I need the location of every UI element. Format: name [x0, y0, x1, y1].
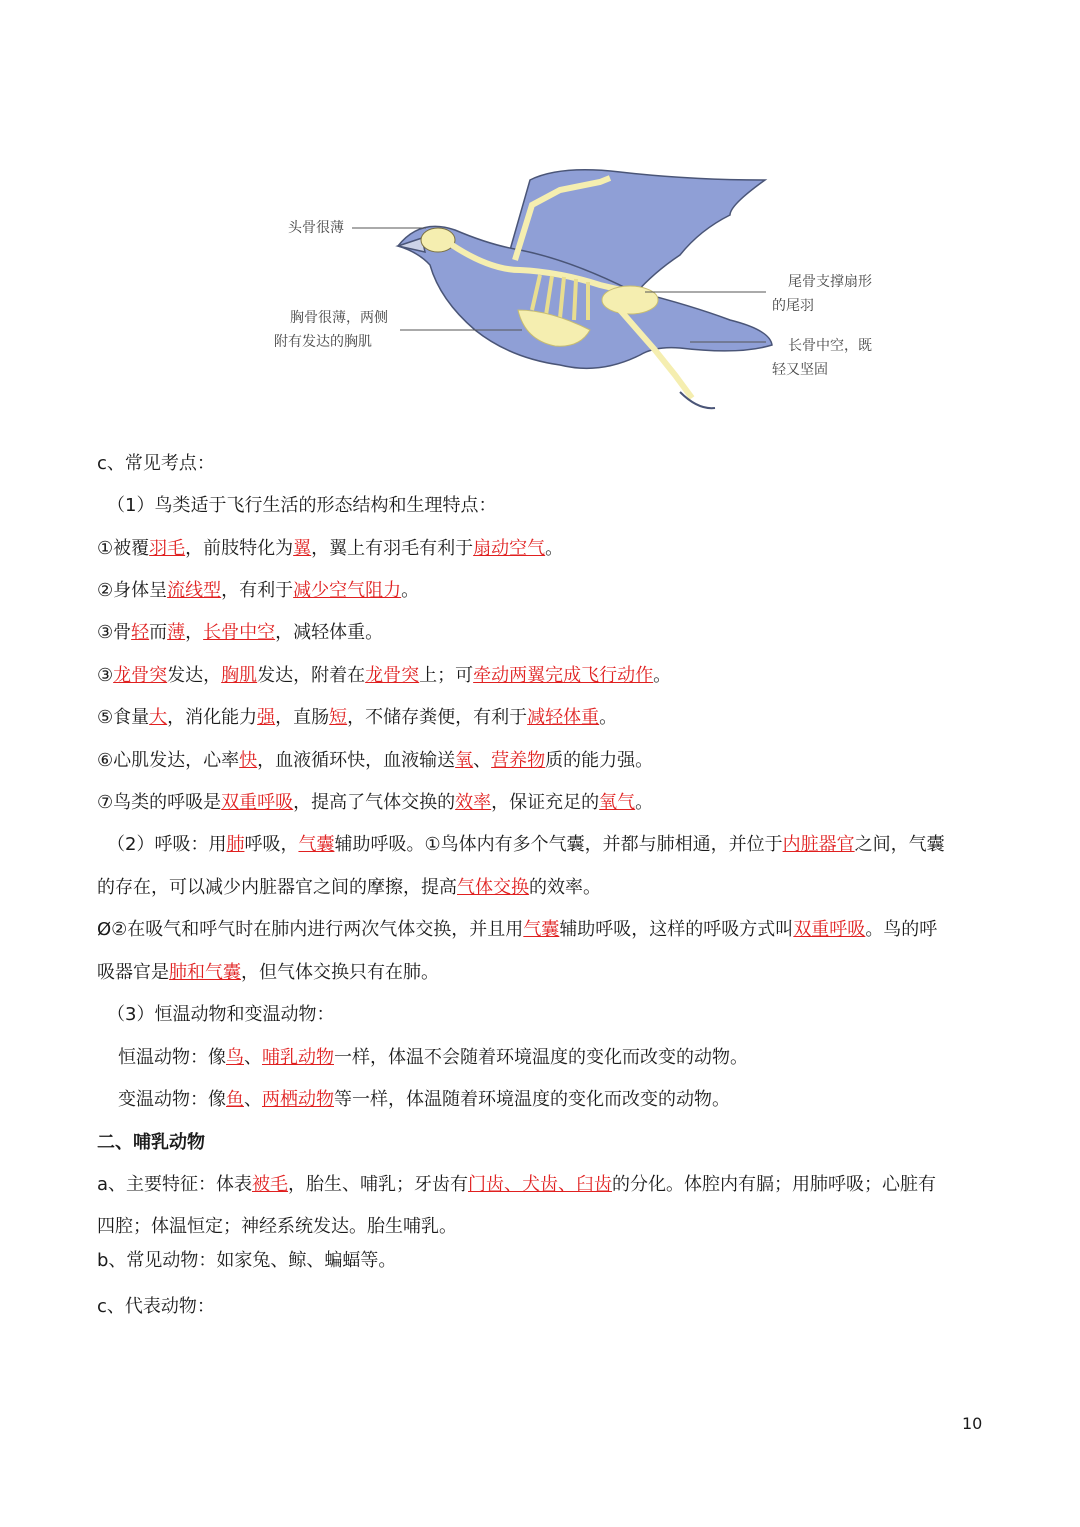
- label-bone-1: 长骨中空，既: [788, 338, 872, 354]
- foot-shape: [680, 392, 715, 408]
- point-5: ⑤食量大，消化能力强，直肠短，不储存粪便，有利于减轻体重。: [97, 707, 618, 728]
- bird-skeleton-figure: [260, 160, 900, 430]
- question-1: （1）鸟类适于飞行生活的形态结构和生理特点：: [107, 495, 497, 516]
- mammal-representative: c、代表动物：: [97, 1296, 215, 1317]
- point-1: ①被覆羽毛，前肢特化为翼，翼上有羽毛有利于扇动空气。: [97, 538, 564, 559]
- question-2-point-2-cont: 吸器官是肺和气囊，但气体交换只有在肺。: [97, 962, 439, 983]
- label-tail-1: 尾骨支撑扇形: [788, 274, 872, 290]
- page-number: 10: [962, 1414, 983, 1433]
- pelvis-shape: [602, 286, 658, 314]
- cold-blooded-line: 变温动物：像鱼、两栖动物等一样，体温随着环境温度的变化而改变的动物。: [118, 1089, 730, 1110]
- mammal-features: a、主要特征：体表被毛，胎生、哺乳；牙齿有门齿、犬齿、臼齿的分化。体腔内有膈；用肺呼吸；心脏有: [97, 1174, 937, 1195]
- section-heading-mammals: 二、哺乳动物: [97, 1132, 205, 1153]
- label-tail-2: 的尾羽: [772, 298, 814, 314]
- label-breast-1: 胸骨很薄，两侧: [290, 310, 388, 326]
- question-2-cont: 的存在，可以减少内脏器官之间的摩擦，提高气体交换的效率。: [97, 877, 601, 898]
- mammal-common: b、常见动物：如家兔、鲸、蝙蝠等。: [97, 1250, 397, 1271]
- point-4: ③龙骨突发达，胸肌发达，附着在龙骨突上；可牵动两翼完成飞行动作。: [97, 665, 672, 686]
- warm-blooded-line: 恒温动物：像鸟、哺乳动物一样，体温不会随着环境温度的变化而改变的动物。: [118, 1047, 748, 1068]
- question-2-point-2: Ø②在吸气和呼气时在肺内进行两次气体交换，并且用气囊辅助呼吸，这样的呼吸方式叫双重呼吸。鸟的呼: [97, 919, 938, 940]
- section-c-title: c、常见考点：: [97, 453, 215, 474]
- mammal-features-cont: 四腔；体温恒定；神经系统发达。胎生哺乳。: [97, 1216, 457, 1237]
- label-bone-2: 轻又坚固: [772, 362, 828, 378]
- point-3: ③骨轻而薄，长骨中空，减轻体重。: [97, 622, 384, 643]
- point-6: ⑥心肌发达，心率快，血液循环快，血液输送氧、营养物质的能力强。: [97, 750, 654, 771]
- point-2: ②身体呈流线型，有利于减少空气阻力。: [97, 580, 420, 601]
- label-breast-2: 附有发达的胸肌: [274, 334, 372, 350]
- point-7: ⑦鸟类的呼吸是双重呼吸，提高了气体交换的效率，保证充足的氧气。: [97, 792, 654, 813]
- skull-shape: [421, 228, 455, 252]
- label-skull: 头骨很薄: [288, 220, 344, 236]
- question-2: （2）呼吸：用肺呼吸，气囊辅助呼吸。①鸟体内有多个气囊，并都与肺相通，并位于内脏器官之间，气囊: [107, 834, 945, 855]
- question-3: （3）恒温动物和变温动物：: [107, 1004, 335, 1025]
